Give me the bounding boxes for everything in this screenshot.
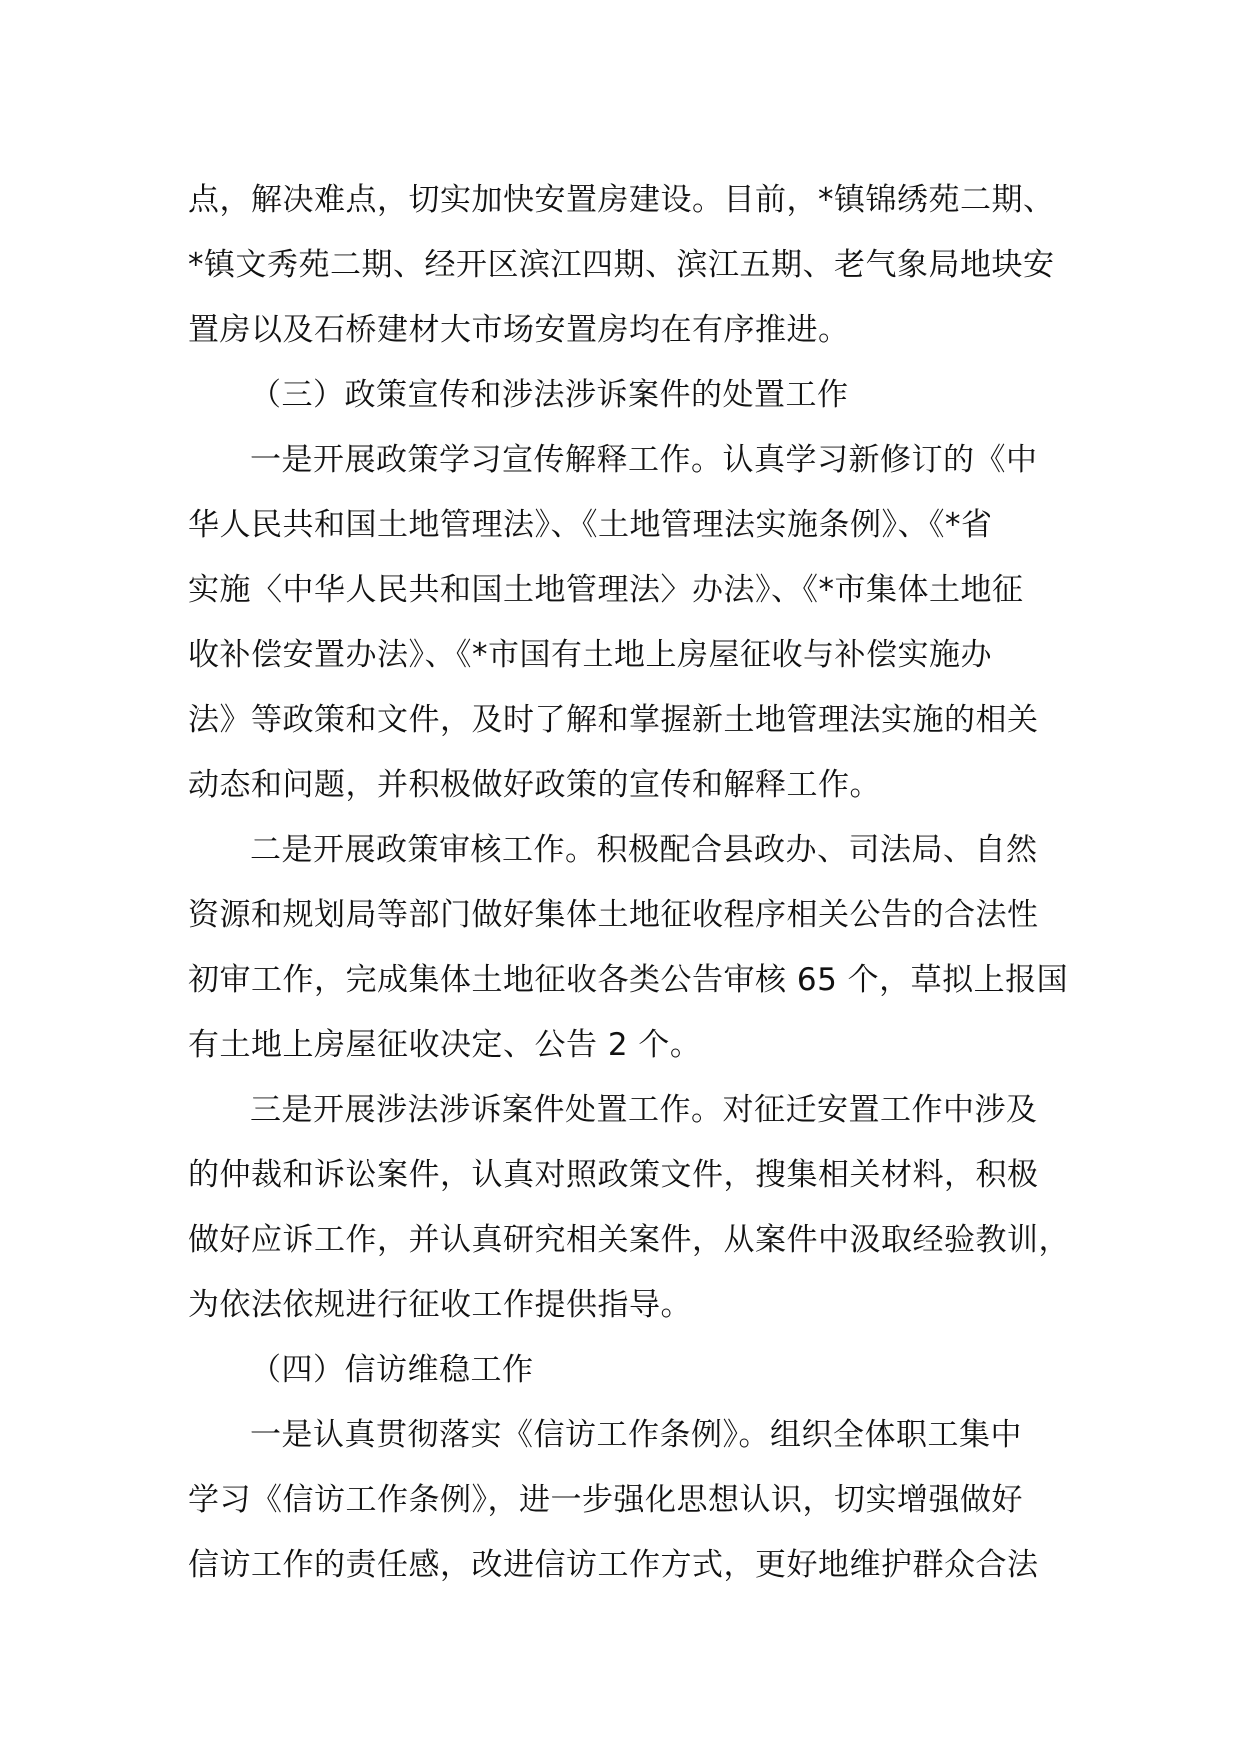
text-line: 华人民共和国土地管理法》、《土地管理法实施条例》、《*省	[188, 507, 993, 543]
document-body	[188, 168, 1088, 1598]
text-line: 信访工作的责任感，改进信访工作方式，更好地维护群众合法	[188, 1547, 1039, 1583]
text-line: 一是开展政策学习宣传解释工作。认真学习新修订的《中	[250, 442, 1038, 478]
text-line: 法》等政策和文件，及时了解和掌握新土地管理法实施的相关	[188, 702, 1039, 738]
section-heading-3: （三）政策宣传和涉法涉诉案件的处置工作	[250, 377, 849, 413]
text-line: 做好应诉工作，并认真研究相关案件，从案件中汲取经验教训，	[188, 1222, 1070, 1258]
text-line: 点，解决难点，切实加快安置房建设。目前，*镇锦绣苑二期、	[188, 182, 1055, 218]
text-line: 置房以及石桥建材大市场安置房均在有序推进。	[188, 312, 850, 348]
text-line: 三是开展涉法涉诉案件处置工作。对征迁安置工作中涉及	[250, 1092, 1038, 1128]
text-line: 有土地上房屋征收决定、公告 2 个。	[188, 1027, 702, 1063]
text-line: 收补偿安置办法》、《*市国有土地上房屋征收与补偿实施办	[188, 637, 992, 673]
text-line: 二是开展政策审核工作。积极配合县政办、司法局、自然	[250, 832, 1038, 868]
text-line: 一是认真贯彻落实《信访工作条例》。组织全体职工集中	[250, 1417, 1022, 1453]
text-line: 资源和规划局等部门做好集体土地征收程序相关公告的合法性	[188, 897, 1039, 933]
text-line: 学习《信访工作条例》，进一步强化思想认识，切实增强做好	[188, 1482, 1023, 1518]
text-line: 实施〈中华人民共和国土地管理法〉办法》、《*市集体土地征	[188, 572, 1024, 608]
text-line: 动态和问题，并积极做好政策的宣传和解释工作。	[188, 767, 881, 803]
text-line: 的仲裁和诉讼案件，认真对照政策文件，搜集相关材料，积极	[188, 1157, 1039, 1193]
text-line: 初审工作，完成集体土地征收各类公告审核 65 个，草拟上报国	[188, 962, 1069, 998]
text-line: 为依法依规进行征收工作提供指导。	[188, 1287, 692, 1323]
text-line: *镇文秀苑二期、经开区滨江四期、滨江五期、老气象局地块安	[188, 247, 1055, 283]
section-heading-4: （四）信访维稳工作	[250, 1352, 534, 1388]
